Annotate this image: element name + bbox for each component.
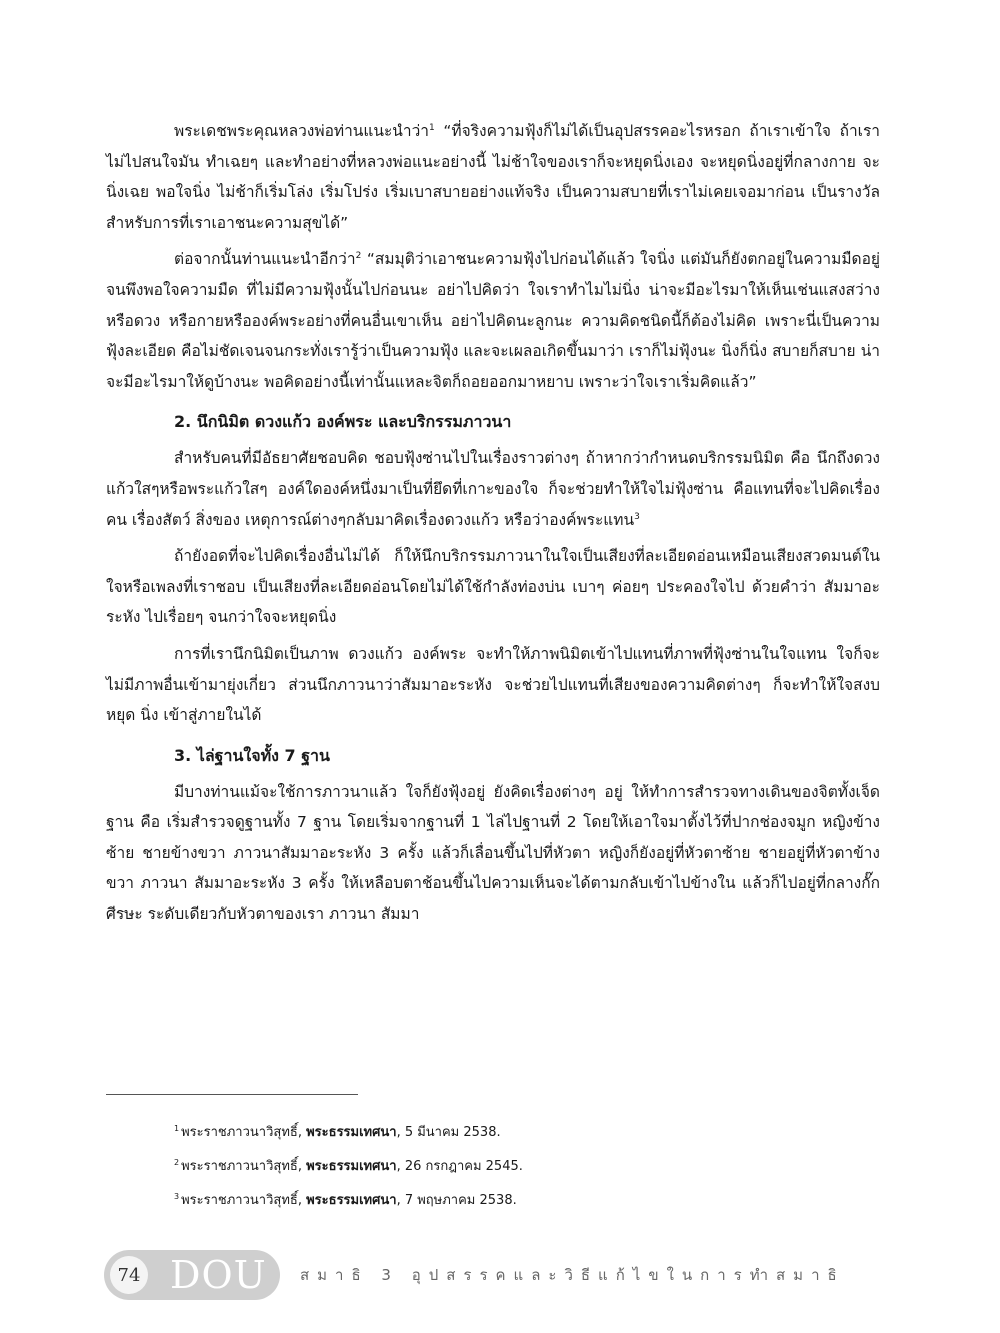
footnote-ref-2: 2	[355, 251, 362, 262]
footer-badge	[104, 1250, 280, 1300]
paragraph-4: ถ้ายังอดที่จะไปคิดเรื่องอื่นไม่ได้ ก็ให้นึกบริกรรมภาวนาในใจเป็นเสียงที่ละเอียดอ่อนเหมือนเสียงสวดมนต์ในใจหรือเพลงที่เราชอบ เป็นเสียงที่ละเอียดอ่อนโดยไม่ได้ใช้กำลังท่องบ่น เบาๆ ค่อยๆ ประคองใจไป ด้วยคำว่า สัมมาอะระหัง ไปเรื่อยๆ จนกว่าใจจะหยุดนิ่ง	[106, 547, 880, 627]
paragraph-6: มีบางท่านแม้จะใช้การภาวนาแล้ว ใจก็ยังฟุ้งอยู่ ยังคิดเรื่องต่างๆ อยู่ ให้ทำการสำรวจทางเดินของจิตทั้งเจ็ดฐาน คือ เริ่มสำรวจดูฐานทั้ง 7 ฐาน โดยเริ่มจากฐานที่ 1 ไล่ไปฐานที่ 2 โดยให้เอาใจมาตั้งไว้ที่ปากช่องจมูก หญิงข้างซ้าย ชายข้างขวา ภาวนาสัมมาอะระหัง 3 ครั้ง แล้วก็เลื่อนขึ้นไปที่หัวตา หญิงก็ยังอยู่ที่หัวตาซ้าย ชายอยู่ที่หัวตาข้างขวา ภาวนา สัมมาอะระหัง 3 ครั้ง ให้เหลือบตาช้อนขึ้นไปความเห็นจะได้ตามกลับเข้าไปข้างใน แล้วก็ไปอยู่ที่กลางกั๊กศีรษะ ระดับเดียวกับหัวตาของเรา ภาวนา สัมมา	[106, 782, 880, 924]
paragraph-5: การที่เรานึกนิมิตเป็นภาพ ดวงแก้ว องค์พระ จะทำให้ภาพนิมิตเข้าไปแทนที่ภาพที่ฟุ้งซ่านในใจแทน ใจก็จะไม่มีภาพอื่นเข้ามายุ่งเกี่ยว ส่วนนึกภาวนาว่าสัมมาอะระหัง จะช่วยไปแทนที่เสียงของความคิดต่างๆ ก็จะทำให้ใจสงบ หยุด นิ่ง เข้าสู่ภายในได้	[106, 644, 880, 725]
footnote-3: $^3$ พระราชภาวนาวิสุทธิ์, พระธรรมเทศนา, 7 พฤษภาคม 2538.	[174, 1192, 517, 1208]
footnotes	[174, 1123, 874, 1225]
footnote-ref-1: 1	[429, 123, 435, 133]
body-text	[106, 116, 880, 930]
paragraph-2: ต่อจากนั้นท่านแนะนำอีกว่า$^2$ “สมมุติว่าเอาชนะความฟุ้งไปก่อนได้แล้ว ใจนิ่ง แต่มันก็ยังตกอยู่ในความมืดอยู่ จนพึงพอใจความมืด ที่ไม่มีความฟุ้งนั้นไปก่อนนะ อย่าไปคิดว่า ใจเราทำไมไม่นิ่ง น่าจะมีอะไรมาให้เห็นเช่นแสงสว่างหรือดวง หรือกายหรือองค์พระอย่างที่คนอื่นเขาเห็น อย่าไปคิดนะลูกนะ ความคิดชนิดนี้ก็ต้องไม่คิด เพราะนี่เป็นความฟุ้งละเอียด คือไม่ชัดเจนจนกระทั่งเรารู้ว่าเป็นความฟุ้ง และจะเผลอเกิดขึ้นมาว่า เราก็ไม่ฟุ้งนะ นิ่งก็นิ่ง สบายก็สบาย น่าจะมีอะไรมาให้ดูบ้างนะ พอคิดอย่างนี้เท่านั้นแหละจิตก็ถอยออกมาหยาบ เพราะว่าใจเราเริ่มคิดแล้ว”	[106, 250, 880, 391]
brand-logo: DOU	[170, 1253, 267, 1297]
section-heading-2: 2. นึกนิมิต ดวงแก้ว องค์พระ และบริกรรมภาวนา	[174, 412, 512, 432]
page-number: 74	[110, 1256, 148, 1294]
running-title: สมาธิ 3 อุปสรรคและวิธีแก้ไขในการทำสมาธิ	[300, 1266, 845, 1284]
page-footer	[104, 1250, 845, 1300]
paragraph-3: สำหรับคนที่มีอัธยาศัยชอบคิด ชอบฟุ้งซ่านไปในเรื่องราวต่างๆ ถ้าหากว่ากำหนดบริกรรมนิมิต คือ นึกถึงดวงแก้วใสๆหรือพระแก้วใสๆ องค์ใดองค์หนึ่งมาเป็นที่ยึดที่เกาะของใจ ก็จะช่วยทำให้ใจไม่ฟุ้งซ่าน คือแทนที่จะไปคิดเรื่องคน เรื่องสัตว์ สิ่งของ เหตุการณ์ต่างๆกลับมาคิดเรื่องดวงแก้ว หรือว่าองค์พระแทน$^3$	[106, 449, 880, 529]
paragraph-1: พระเดชพระคุณหลวงพ่อท่านแนะนำว่า$^1$ “ที่จริงความฟุ้งก็ไม่ได้เป็นอุปสรรคอะไรหรอก ถ้าเราเข้าใจ ถ้าเราไม่ไปสนใจมัน ทำเฉยๆ และทำอย่างที่หลวงพ่อแนะอย่างนี้ ไม่ช้าใจของเราก็จะหยุดนิ่งเอง จะหยุดนิ่งอยู่ที่กลางกาย จะนิ่งเฉย พอใจนิ่ง ไม่ช้าก็เริ่มโล่ง เริ่มโปร่ง เริ่มเบาสบายอย่างแท้จริง เป็นความสบายที่เราไม่เคยเจอมาก่อน เป็นรางวัลสำหรับการที่เราเอาชนะความสุขได้”	[106, 122, 880, 232]
footnote-2: $^2$ พระราชภาวนาวิสุทธิ์, พระธรรมเทศนา, 26 กรกฎาคม 2545.	[174, 1158, 523, 1174]
footnote-divider	[106, 1094, 358, 1095]
section-heading-3: 3. ไล่ฐานใจทั้ง 7 ฐาน	[174, 745, 330, 765]
footnote-1: $^1$ พระราชภาวนาวิสุทธิ์, พระธรรมเทศนา, 5 มีนาคม 2538.	[174, 1124, 501, 1140]
footnote-ref-3: 3	[634, 511, 640, 522]
